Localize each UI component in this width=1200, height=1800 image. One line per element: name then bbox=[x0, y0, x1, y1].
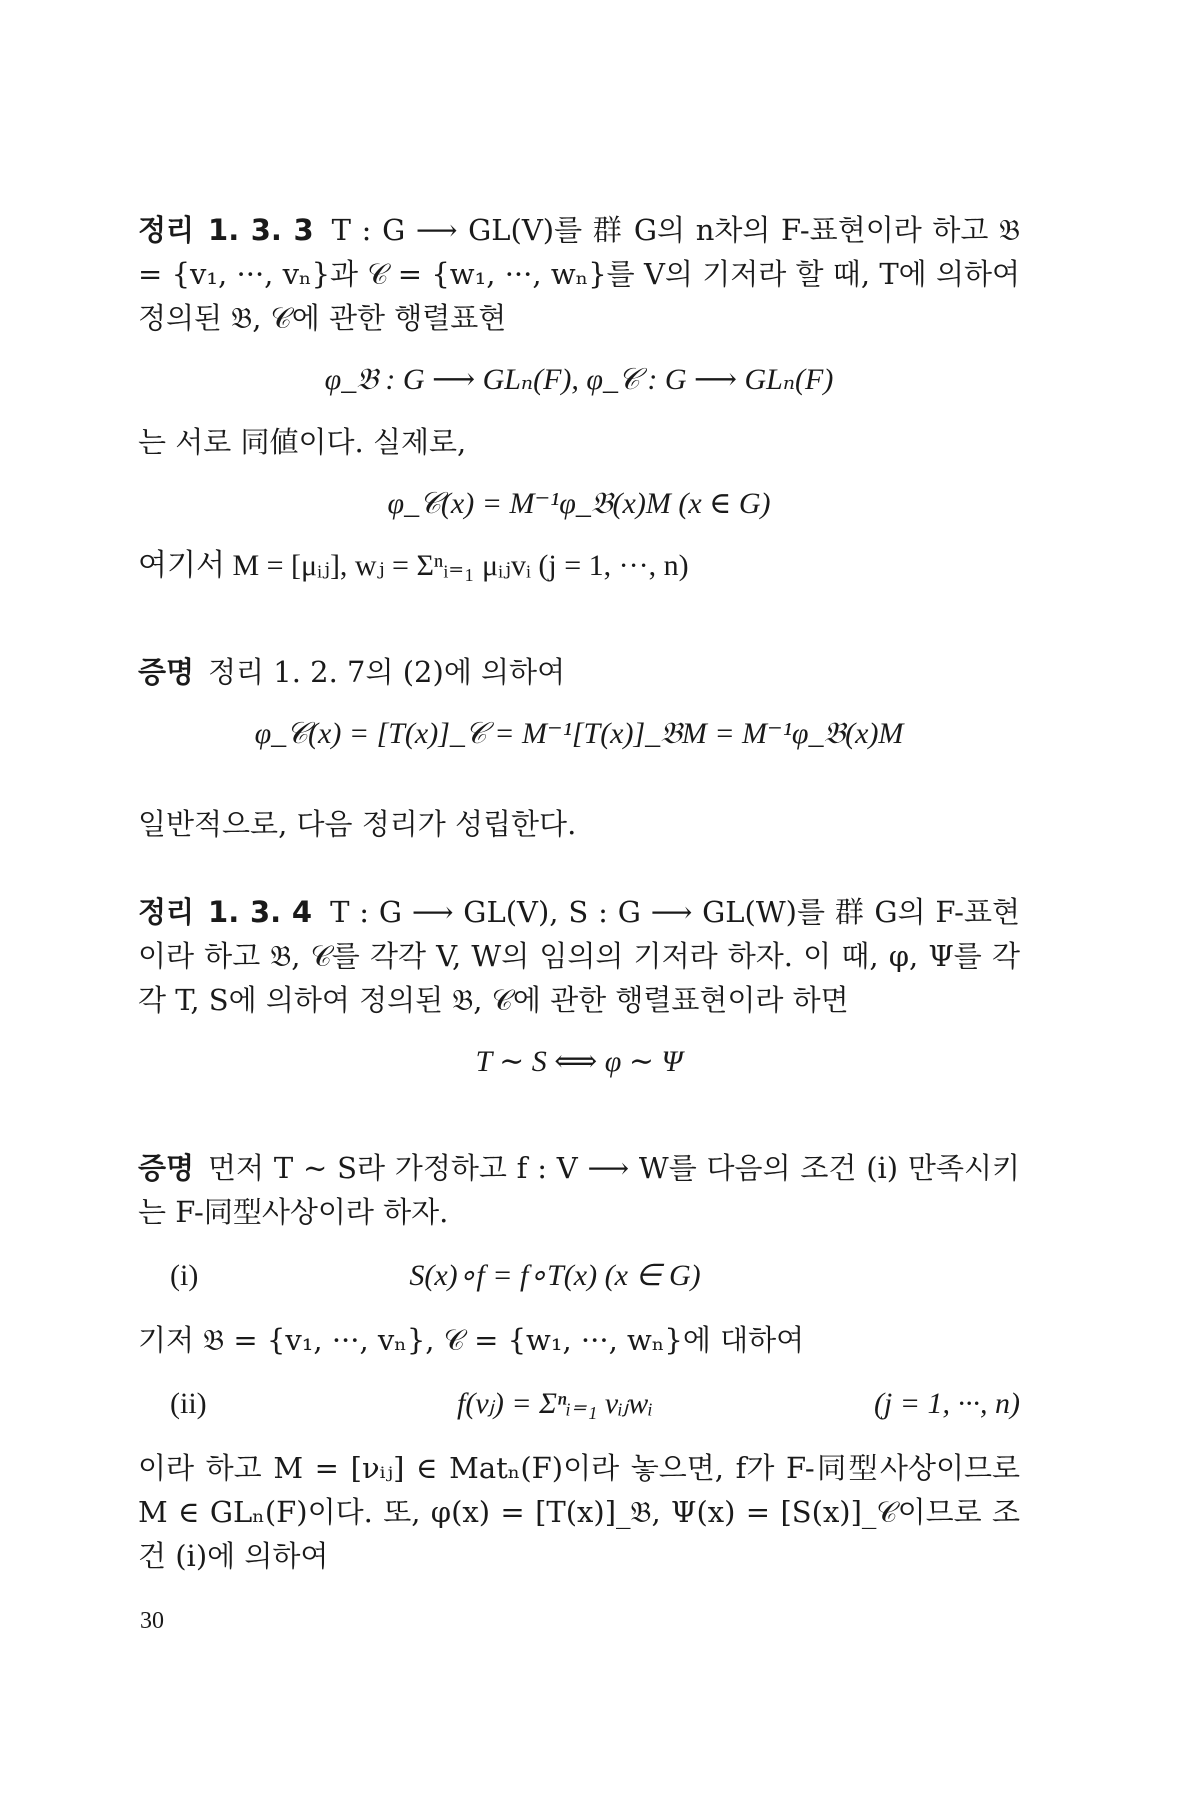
theorem-label: 정리 bbox=[138, 213, 195, 247]
equation-tag: (i) bbox=[170, 1259, 199, 1292]
proof-text: 먼저 T ∼ S라 가정하고 f : V ⟶ W를 다음의 조건 (i) 만족시키는 F-同型사상이라 하자. bbox=[138, 1151, 1020, 1229]
equation-tag: (ii) bbox=[170, 1387, 207, 1420]
proof-1 bbox=[138, 650, 1020, 694]
equation-i bbox=[138, 1254, 1020, 1298]
display-equation: φ_𝒞(x) = [T(x)]_𝒞 = M⁻¹[T(x)]_𝔅M = M⁻¹φ_𝔅(x)M bbox=[254, 717, 904, 750]
theorem-text: T : G ⟶ GL(V), S : G ⟶ GL(W)를 群 G의 F-표현이라 하고 𝔅, 𝒞를 각각 V, W의 임의의 기저라 하자. 이 때, φ, Ψ를 각각 T, S에 의하여 정의된 𝔅, 𝒞에 관한 행렬표현이라 하면 bbox=[138, 895, 1021, 1017]
theorem-number: 1. 3. 4 bbox=[208, 895, 313, 929]
equation-body: S(x)∘f = f∘T(x) (x ∈ G) bbox=[409, 1259, 701, 1292]
equation-condition: (j = 1, ···, n) bbox=[873, 1387, 1020, 1420]
equation-ii bbox=[138, 1382, 1020, 1426]
basis-statement: 기저 𝔅 = {v₁, ···, vₙ}, 𝒞 = {w₁, ···, wₙ}에 대하여 bbox=[138, 1323, 805, 1357]
theorem-text: T : G ⟶ GL(V)를 群 G의 n차의 F-표현이라 하고 𝔅 = {v₁, ···, vₙ}과 𝒞 = {w₁, ···, wₙ}를 V의 기저라 할 때, T에 의하여 정의된 𝔅, 𝒞에 관한 행렬표현 bbox=[138, 213, 1021, 335]
theorem-label: 정리 bbox=[138, 895, 195, 929]
page-number: 30 bbox=[140, 1608, 164, 1634]
theorem-1-3-4 bbox=[138, 890, 1020, 1022]
proof-2 bbox=[138, 1146, 1020, 1234]
proof-label: 증명 bbox=[138, 1151, 195, 1185]
proof-text-continued: 이라 하고 M = [νᵢⱼ] ∈ Matₙ(F)이라 놓으면, f가 F-同型사상이므로 M ∈ GLₙ(F)이다. 또, φ(x) = [T(x)]_𝔅, Ψ(x) = [S(x)]_𝒞이므로 조건 (i)에 의하여 bbox=[138, 1451, 1020, 1573]
page-body bbox=[138, 208, 1020, 1578]
proof-text: 정리 1. 2. 7의 (2)에 의하여 bbox=[208, 655, 566, 689]
proof-label: 증명 bbox=[138, 655, 195, 689]
where-clause: 여기서 M = [μᵢⱼ], wⱼ = Σⁿᵢ₌₁ μᵢⱼvᵢ (j = 1, ···, n) bbox=[138, 549, 689, 582]
theorem-number: 1. 3. 3 bbox=[208, 213, 314, 247]
general-statement: 일반적으로, 다음 정리가 성립한다. bbox=[138, 807, 577, 841]
equation-body: f(vⱼ) = Σⁿᵢ₌₁ νᵢⱼwᵢ bbox=[457, 1387, 653, 1420]
display-equation: T ∼ S ⟺ φ ∼ Ψ bbox=[475, 1045, 683, 1078]
theorem-text-continued: 는 서로 同値이다. 실제로, bbox=[138, 425, 467, 459]
display-equation: φ_𝔅 : G ⟶ GLₙ(F), φ_𝒞 : G ⟶ GLₙ(F) bbox=[324, 363, 834, 396]
display-equation: φ_𝒞(x) = M⁻¹φ_𝔅(x)M (x ∈ G) bbox=[387, 487, 771, 520]
theorem-1-3-3 bbox=[138, 208, 1020, 340]
